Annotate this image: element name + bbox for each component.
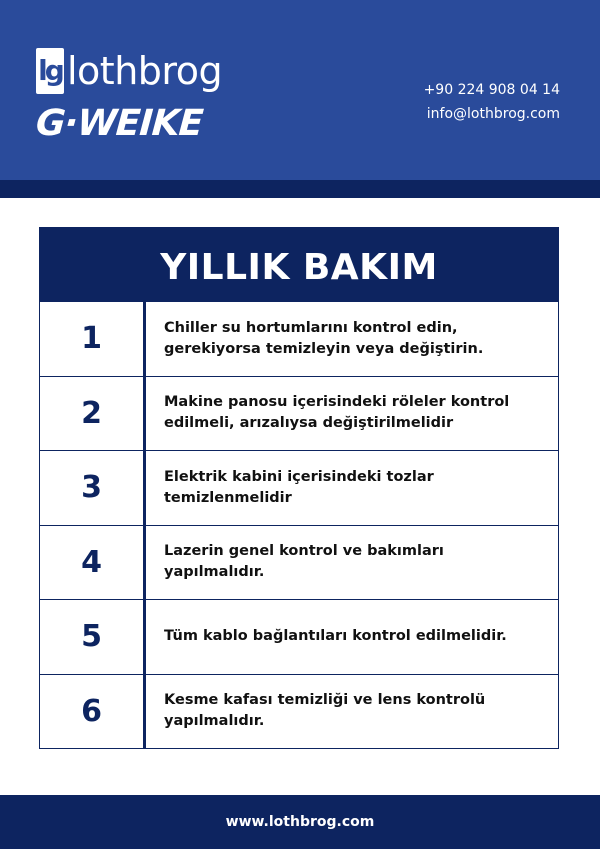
logo-sub-brand: G·WEIKE: [34, 103, 204, 144]
row-text: Elektrik kabini içerisindeki tozlar temizlenmelidir: [164, 468, 434, 506]
row-number: 1: [40, 302, 146, 376]
logo-top: [36, 42, 222, 100]
maintenance-table: [39, 227, 559, 749]
row-number: 3: [40, 451, 146, 525]
table-row: [40, 301, 558, 376]
row-text: Chiller su hortumlarını kontrol edin, gerekiyorsa temizleyin veya değiştirin.: [164, 319, 484, 357]
logo-mark: lg: [36, 48, 64, 94]
table-row: [40, 674, 558, 749]
table-row: [40, 599, 558, 674]
row-number: 4: [40, 526, 146, 600]
row-number: 5: [40, 600, 146, 674]
website-link[interactable]: www.lothbrog.com: [225, 814, 375, 830]
header-band: [0, 180, 600, 198]
logo-wordmark: lothbrog: [67, 49, 223, 93]
row-text: Kesme kafası temizliği ve lens kontrolü yapılmalıdır.: [164, 692, 486, 730]
phone-number[interactable]: +90 224 908 04 14: [423, 82, 560, 98]
email-address[interactable]: info@lothbrog.com: [426, 106, 560, 122]
table-row: [40, 376, 558, 451]
table-title: YILLIK BAKIM: [40, 228, 558, 301]
row-text: Lazerin genel kontrol ve bakımları yapılmalıdır.: [164, 543, 444, 581]
table-row: [40, 525, 558, 600]
company-logo: [36, 42, 222, 144]
contact-info: [424, 78, 560, 126]
header: [0, 0, 600, 180]
row-number: 2: [40, 377, 146, 451]
table-row: [40, 450, 558, 525]
row-number: 6: [40, 675, 146, 749]
footer: [0, 795, 600, 849]
row-text: Tüm kablo bağlantıları kontrol edilmelidir.: [164, 628, 507, 645]
row-text: Makine panosu içerisindeki röleler kontrol edilmeli, arızalıysa değiştirilmelidir: [164, 394, 510, 432]
